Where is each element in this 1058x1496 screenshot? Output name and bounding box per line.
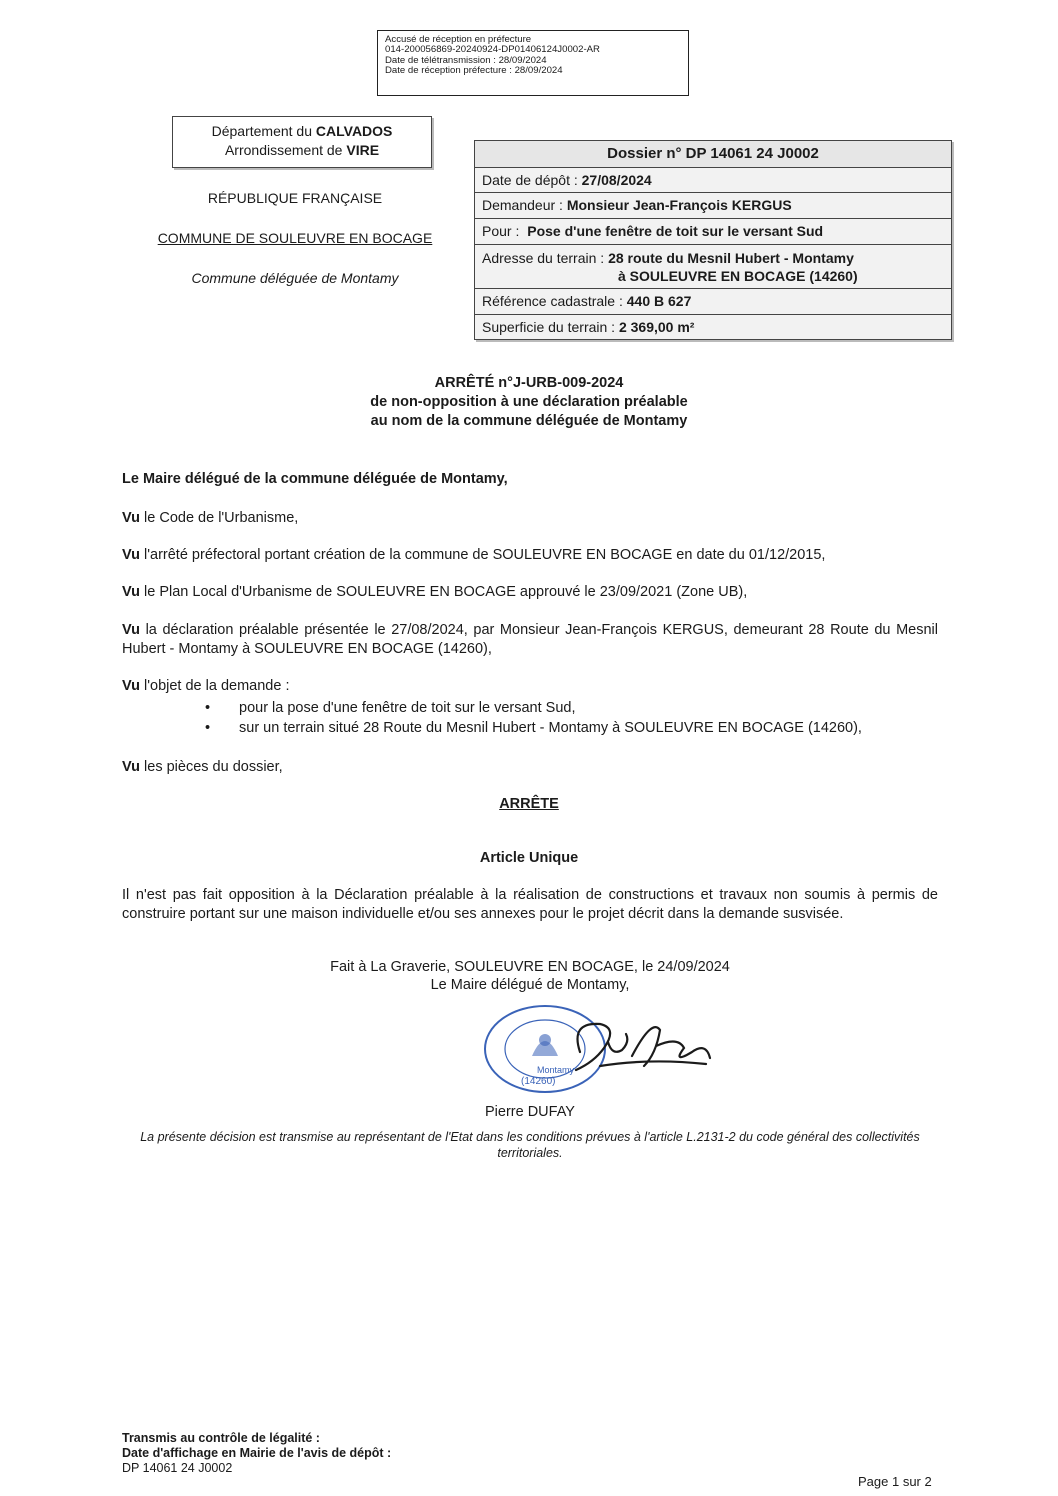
vu-label: Vu <box>122 678 140 694</box>
signatory-role: Le Maire délégué de Montamy, <box>430 977 630 993</box>
dossier-box <box>474 140 952 340</box>
vu-code-urbanisme <box>122 509 938 528</box>
legal-notice: La présente décision est transmise au représentant de l'Etat dans les conditions prévues à l'article L.2131-2 du code général des collectivités territoriales. <box>140 1130 920 1160</box>
deposit-date-row <box>475 168 951 193</box>
commune-heading: COMMUNE DE SOULEUVRE EN BOCAGE <box>157 230 433 246</box>
decree-subtitle: de non-opposition à une déclaration préalable <box>370 394 688 410</box>
delegated-commune: Commune déléguée de Montamy <box>191 270 399 286</box>
bullet-text: pour la pose d'une fenêtre de toit sur le versant Sud, <box>239 700 576 716</box>
place-date: Fait à La Graverie, SOULEUVRE EN BOCAGE, le 24/09/2024 <box>330 959 730 975</box>
vu-text: l'objet de la demande : <box>140 678 290 694</box>
vu-label: Vu <box>122 547 140 563</box>
purpose-row <box>475 219 951 245</box>
vu-text: la déclaration préalable présentée le 27/08/2024, par Monsieur Jean-François KERGUS, demeurant 28 Route du Mesnil Hubert - Montamy à SOULEUVRE EN BOCAGE (14260), <box>122 622 938 657</box>
vu-arrete-prefectoral <box>122 546 938 565</box>
dossier-number: Dossier n° DP 14061 24 J0002 <box>475 141 951 168</box>
area-label: Superficie du terrain : <box>482 319 619 335</box>
signatory-name: Pierre DUFAY <box>485 1104 575 1120</box>
department-prefix: Département du <box>211 123 316 139</box>
bullet-item <box>205 720 862 736</box>
arrondissement-prefix: Arrondissement de <box>224 142 347 158</box>
bullet-dot: • <box>205 700 211 716</box>
deposit-date-value: 27/08/2024 <box>581 172 652 188</box>
applicant-label: Demandeur : <box>482 197 567 213</box>
receipt-prefecture-date: Date de réception préfecture : 28/09/2024 <box>385 65 563 77</box>
page-number: Page 1 sur 2 <box>858 1474 932 1489</box>
footer-posting-date: Date d'affichage en Mairie de l'avis de dépôt : <box>122 1446 392 1460</box>
receipt-transmission-date: Date de télétransmission : 28/09/2024 <box>385 54 547 66</box>
bullet-item <box>205 700 576 716</box>
applicant-row <box>475 193 951 219</box>
footer-dossier-ref: DP 14061 24 J0002 <box>122 1461 233 1475</box>
vu-label: Vu <box>122 759 140 775</box>
address-label: Adresse du terrain : <box>482 250 609 266</box>
arrete-heading: ARRÊTE <box>499 796 559 812</box>
footer-legality: Transmis au contrôle de légalité : <box>122 1431 320 1445</box>
cadastral-label: Référence cadastrale : <box>482 293 627 309</box>
vu-text: les pièces du dossier, <box>140 759 283 775</box>
decree-title: ARRÊTÉ n°J-URB-009-2024 <box>434 375 624 391</box>
vu-pieces <box>122 758 938 777</box>
vu-label: Vu <box>122 584 140 600</box>
republic-heading: RÉPUBLIQUE FRANÇAISE <box>207 190 383 206</box>
department-name: CALVADOS <box>315 123 393 139</box>
vu-text: le Plan Local d'Urbanisme de SOULEUVRE EN BOCAGE approuvé le 23/09/2021 (Zone UB), <box>140 584 748 600</box>
address-value-line2: à SOULEUVRE EN BOCAGE (14260) <box>618 268 858 284</box>
applicant-value: Monsieur Jean-François KERGUS <box>566 197 792 213</box>
area-row <box>475 315 951 339</box>
vu-declaration <box>122 621 938 658</box>
article-heading: Article Unique <box>479 850 579 866</box>
decree-subtitle-2: au nom de la commune déléguée de Montamy <box>370 413 688 429</box>
receipt-reference: 014-200056869-20240924-DP01406124J0002-AR <box>385 44 600 56</box>
vu-label: Vu <box>122 510 140 526</box>
department-box <box>172 116 432 168</box>
cadastral-row <box>475 289 951 315</box>
cadastral-value: 440 B 627 <box>626 293 692 309</box>
handwritten-signature <box>560 1012 720 1078</box>
vu-text: le Code de l'Urbanisme, <box>140 510 299 526</box>
receipt-line: Accusé de réception en préfecture <box>385 34 532 45</box>
mayor-statement: Le Maire délégué de la commune déléguée de Montamy, <box>122 471 508 487</box>
stamp-text-bottom: Montamy <box>537 1065 575 1075</box>
vu-plu <box>122 583 938 602</box>
bullet-text: sur un terrain situé 28 Route du Mesnil Hubert - Montamy à SOULEUVRE EN BOCAGE (14260), <box>239 720 862 736</box>
vu-text: l'arrêté préfectoral portant création de la commune de SOULEUVRE EN BOCAGE en date du 01/12/2015, <box>140 547 826 563</box>
deposit-date-label: Date de dépôt : <box>482 172 582 188</box>
arrondissement-name: VIRE <box>346 142 380 158</box>
address-value-line1: 28 route du Mesnil Hubert - Montamy <box>608 250 854 266</box>
stamp-code: (14260) <box>521 1076 556 1087</box>
area-value: 2 369,00 m² <box>618 319 695 335</box>
purpose-value: Pose d'une fenêtre de toit sur le versant Sud <box>527 223 824 239</box>
purpose-label: Pour : <box>482 223 524 239</box>
receipt-box <box>377 30 689 96</box>
vu-objet <box>122 677 938 696</box>
vu-label: Vu <box>122 622 140 638</box>
article-text: Il n'est pas fait opposition à la Déclaration préalable à la réalisation de constructions et travaux non soumis à permis de construire portant sur une maison individuelle et/ou ses annexes pour le projet décrit dans la demande susvisée. <box>122 887 938 922</box>
bullet-dot: • <box>205 720 211 736</box>
address-row <box>475 245 951 289</box>
